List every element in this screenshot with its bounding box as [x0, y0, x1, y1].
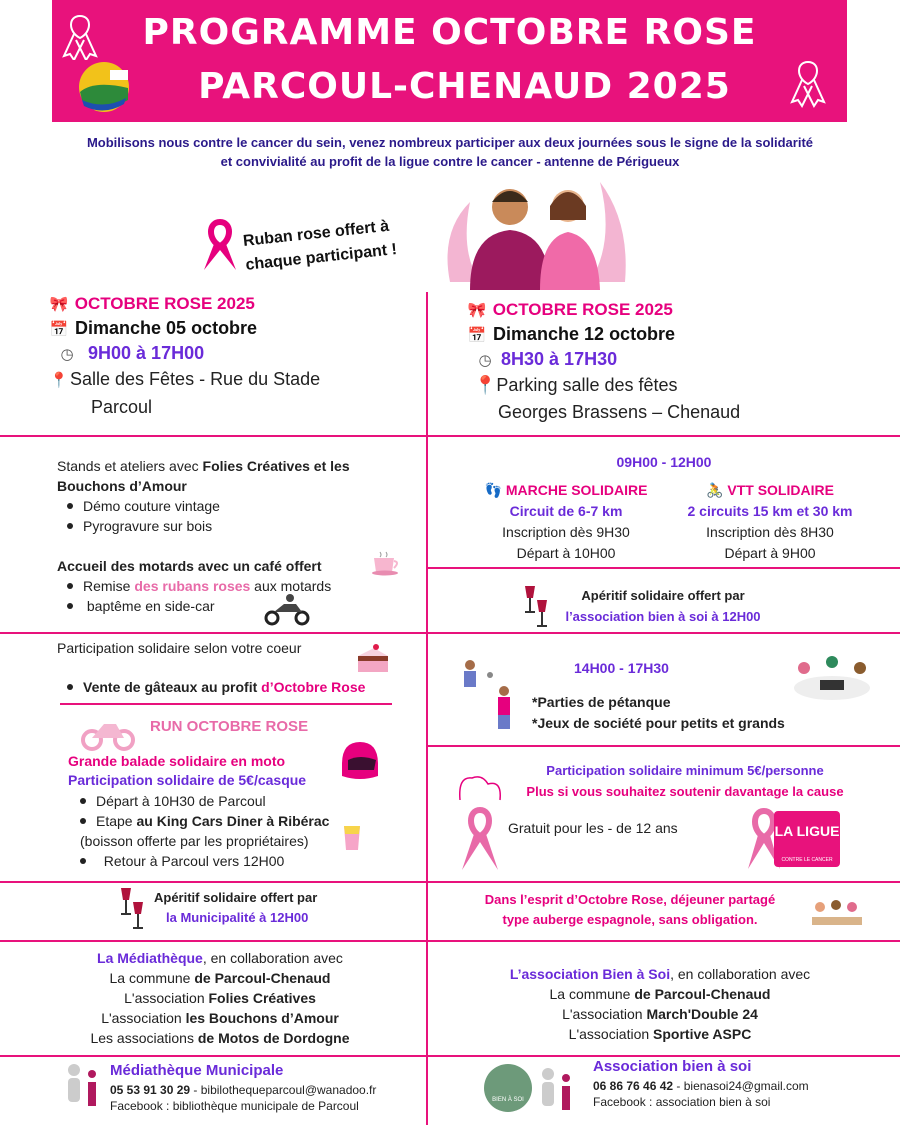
gateaux-pink: d’Octobre Rose: [261, 679, 366, 695]
ribbon-note-line1: Ruban rose offert à: [242, 217, 390, 250]
collab-bold: de Motos de Dordogne: [197, 1030, 350, 1046]
ribbon-bow-icon: 🎀: [49, 296, 69, 313]
list-item: [57, 677, 365, 697]
bien-a-soi-logo: BIEN À SOI: [484, 1064, 532, 1112]
ligue-box: [774, 811, 840, 867]
left-collab-line: [40, 1028, 400, 1048]
ribbon-note: [242, 214, 398, 278]
left-apero-line1: Apéritif solidaire offert par: [154, 890, 318, 905]
clock-icon: ◷: [60, 346, 74, 363]
left-event-date: [48, 318, 418, 339]
marche-sub: Circuit de 6-7 km: [509, 503, 623, 519]
wine-glasses-icon: [522, 582, 550, 630]
section-divider: [0, 435, 900, 437]
cake-icon: [354, 640, 394, 676]
motards-block: [57, 556, 417, 616]
collab-bold: de Parcoul-Chenaud: [194, 970, 331, 986]
morning-time: 09H00 - 12H00: [616, 454, 712, 470]
left-apero-line2: la Municipalité à 12H00: [166, 910, 309, 925]
right-event-info: [466, 300, 886, 426]
vtt-sub: 2 circuits 15 km et 30 km: [687, 503, 853, 519]
shared-lunch-icon: [808, 895, 866, 935]
wine-glasses-icon: [118, 884, 146, 932]
collab-bold: de Parcoul-Chenaud: [634, 986, 771, 1002]
coffee-cup-icon: [370, 550, 402, 576]
vtt-line2: Départ à 9H00: [724, 545, 816, 561]
dejeuner-text: [440, 890, 820, 930]
collab-prefix: La commune: [549, 986, 635, 1002]
left-collab-line: [40, 988, 400, 1008]
gateaux-prefix: Vente de gâteaux au profit: [83, 679, 262, 695]
run-item2-prefix: Etape: [96, 813, 137, 829]
calendar-icon: 📅: [467, 327, 487, 344]
run-list: [70, 791, 420, 871]
section-divider: [0, 881, 900, 883]
list-item: [57, 576, 417, 596]
collab-bold: Folies Créatives: [208, 990, 316, 1006]
right-collab-line: [470, 1004, 850, 1024]
dejeuner-line1: Dans l’esprit d’Octobre Rose, déjeuner partagé: [484, 892, 776, 907]
marche-title: MARCHE SOLIDAIRE: [505, 482, 648, 498]
motards-item1-pink: des rubans roses: [134, 578, 251, 594]
ligue-main-text: LA LIGUE: [774, 823, 840, 839]
left-place1-text: Salle des Fêtes - Rue du Stade: [70, 369, 321, 389]
list-item: [70, 851, 420, 871]
motorcycle-icon: [80, 708, 136, 752]
collab-prefix: La commune: [109, 970, 195, 986]
la-ligue-logo: [744, 805, 844, 871]
list-item: Départ à 10H30 de Parcoul: [70, 791, 420, 811]
left-collab-line: [40, 1008, 400, 1028]
right-apero-line2: l’association bien à soi à 12H00: [565, 609, 761, 624]
run-sub1: Grande balade solidaire en moto: [68, 753, 286, 769]
right-contact-facebook: Facebook : association bien à soi: [593, 1095, 771, 1109]
participation-text: Participation solidaire selon votre coeur: [57, 640, 302, 656]
calendar-icon: 📅: [49, 321, 69, 338]
left-event-info: [48, 294, 418, 421]
location-pin-icon: 📍: [49, 372, 69, 389]
header-title-line1: PROGRAMME OCTOBRE ROSE: [142, 12, 757, 53]
right-collab-line: [470, 1024, 850, 1044]
right-apero: [548, 585, 778, 627]
petanque-players-icon: [450, 655, 530, 735]
sidecar-icon: [262, 592, 312, 626]
vtt-line1: Inscription dès 8H30: [706, 524, 834, 540]
motards-item1-prefix: Remise: [83, 578, 135, 594]
section-divider: [60, 703, 392, 705]
right-contact-title: Association bien à soi: [593, 1058, 752, 1075]
section-divider: [428, 567, 900, 569]
ribbon-outline-icon: [788, 58, 828, 108]
marche-line2: Départ à 10H00: [516, 545, 616, 561]
list-item: [57, 596, 417, 616]
right-date-text: Dimanche 12 octobre: [493, 324, 676, 344]
right-event-place: [466, 372, 886, 399]
vtt-title: VTT SOLIDAIRE: [727, 482, 834, 498]
collab-prefix: L'association: [562, 1006, 647, 1022]
run-title: RUN OCTOBRE ROSE: [150, 718, 309, 735]
left-collab-suffix: , en collaboration avec: [202, 950, 343, 966]
intro-line2: et convivialité au profit de la ligue contre le cancer - antenne de Périgueux: [220, 154, 680, 169]
stands-block: [57, 456, 417, 536]
right-contact-phone: 06 86 76 46 42: [593, 1079, 674, 1093]
right-place1-text: Parking salle des fêtes: [496, 375, 678, 395]
ribbon-outline-icon: [60, 12, 100, 60]
motards-item2: baptême en side-car: [86, 598, 215, 614]
left-event-title: [48, 294, 418, 314]
collab-bold: les Bouchons d’Amour: [185, 1010, 339, 1026]
stands-bold2: Bouchons d’Amour: [57, 478, 187, 494]
drink-glass-icon: [340, 820, 364, 852]
left-title-text: OCTOBRE ROSE 2025: [74, 294, 255, 313]
left-place2-text: Parcoul: [91, 397, 153, 417]
right-contact: [593, 1058, 893, 1109]
participation-line2: Plus si vous souhaitez soutenir davantage la cause: [526, 784, 844, 799]
right-event-title: [466, 300, 886, 320]
list-item: Démo couture vintage: [57, 496, 417, 516]
footprints-icon: 👣: [484, 482, 502, 498]
run-item3: Retour à Parcoul vers 12H00: [103, 853, 285, 869]
collab-bold: March'Double 24: [646, 1006, 758, 1022]
ligue-sub-text: CONTRE LE CANCER: [781, 857, 833, 863]
participants-illustration: [440, 172, 630, 290]
run-subtitle: [68, 752, 368, 790]
left-event-place: [48, 366, 418, 394]
run-item2-note: (boisson offerte par les propriétaires): [80, 833, 309, 849]
clock-icon: ◷: [478, 352, 492, 369]
activity-board-games: *Jeux de société pour petits et grands: [532, 715, 785, 731]
right-time-text: 8H30 à 17H30: [501, 349, 618, 369]
bicycle-icon: 🚴: [706, 482, 724, 498]
left-event-time: [48, 343, 418, 364]
right-participation: [480, 760, 890, 802]
left-contact-facebook: Facebook : bibliothèque municipale de Parcoul: [110, 1099, 359, 1113]
dejeuner-line2: type auberge espagnole, sans obligation.: [502, 912, 758, 927]
right-collab-line: [470, 984, 850, 1004]
activity-petanque: *Parties de pétanque: [532, 694, 671, 710]
collab-prefix: Les associations: [90, 1030, 198, 1046]
left-apero: [154, 888, 404, 928]
run-item2-bold: au King Cars Diner à Ribérac: [136, 813, 330, 829]
afternoon-time: 14H00 - 17H30: [574, 660, 669, 676]
right-collab-suffix: , en collaboration avec: [670, 966, 811, 982]
ribbon-note-line2: chaque participant !: [244, 241, 398, 274]
board-game-icon: [792, 654, 872, 702]
header-title-line2: PARCOUL-CHENAUD 2025: [198, 66, 731, 107]
left-contact-phone: 05 53 91 30 29: [110, 1083, 191, 1097]
collab-prefix: L'association: [568, 1026, 654, 1042]
collab-prefix: L'association: [124, 990, 209, 1006]
right-apero-line1: Apéritif solidaire offert par: [581, 588, 745, 603]
motards-item1-suffix: aux motards: [250, 578, 332, 594]
left-contact-email: - bibilothequeparcoul@wanadoo.fr: [190, 1083, 377, 1097]
left-time-text: 9H00 à 17H00: [88, 343, 205, 363]
intro-line1: Mobilisons nous contre le cancer du sein, venez nombreux participer aux deux journées sous le signe de la solidarité: [86, 135, 814, 150]
section-divider: [0, 632, 900, 634]
marche-line1: Inscription dès 9H30: [502, 524, 630, 540]
section-divider: [0, 940, 900, 942]
motards-title: Accueil des motards avec un café offert: [57, 558, 322, 574]
run-sub2: Participation solidaire de 5€/casque: [68, 772, 307, 788]
stands-prefix: Stands et ateliers avec: [57, 458, 203, 474]
intro-text: [20, 133, 880, 171]
left-collab: [40, 948, 400, 1048]
collab-bold: Sportive ASPC: [653, 1026, 752, 1042]
gratuit-text: Gratuit pour les - de 12 ans: [508, 820, 678, 836]
header-banner: [52, 0, 847, 122]
right-event-date: [466, 324, 886, 345]
left-date-text: Dimanche 05 octobre: [75, 318, 258, 338]
participation-line1: Participation solidaire minimum 5€/personne: [546, 763, 824, 778]
village-logo-icon: [74, 60, 134, 114]
right-event-time: [466, 349, 886, 370]
section-divider: [0, 1055, 900, 1057]
stands-bold1: Folies Créatives et les: [202, 458, 350, 474]
left-collab-line: [40, 968, 400, 988]
right-contact-email: - bienasoi24@gmail.com: [673, 1079, 809, 1093]
collab-prefix: L'association: [101, 1010, 186, 1026]
fists-ribbon-icon: [452, 770, 508, 874]
location-pin-icon: 📍: [474, 375, 497, 395]
right-place2-text: Georges Brassens – Chenaud: [498, 402, 741, 422]
list-item: [70, 811, 420, 831]
vtt-block: [664, 480, 876, 564]
left-contact: [110, 1062, 420, 1113]
right-collab-title: L’association Bien à Soi: [509, 966, 671, 982]
right-title-text: OCTOBRE ROSE 2025: [492, 300, 673, 319]
info-person-icon: [538, 1066, 578, 1114]
gateaux-block: [57, 677, 365, 697]
section-divider: [428, 745, 900, 747]
right-collab: [470, 964, 850, 1044]
afternoon-activities: [532, 692, 785, 734]
marche-block: [460, 480, 672, 564]
left-collab-title: La Médiathèque: [97, 950, 203, 966]
list-item: Pyrogravure sur bois: [57, 516, 417, 536]
column-divider: [426, 292, 428, 1125]
ribbon-bow-icon: 🎀: [467, 302, 487, 319]
left-contact-title: Médiathèque Municipale: [110, 1062, 284, 1079]
info-person-icon: [64, 1062, 104, 1110]
pink-ribbon-icon: [200, 218, 240, 274]
